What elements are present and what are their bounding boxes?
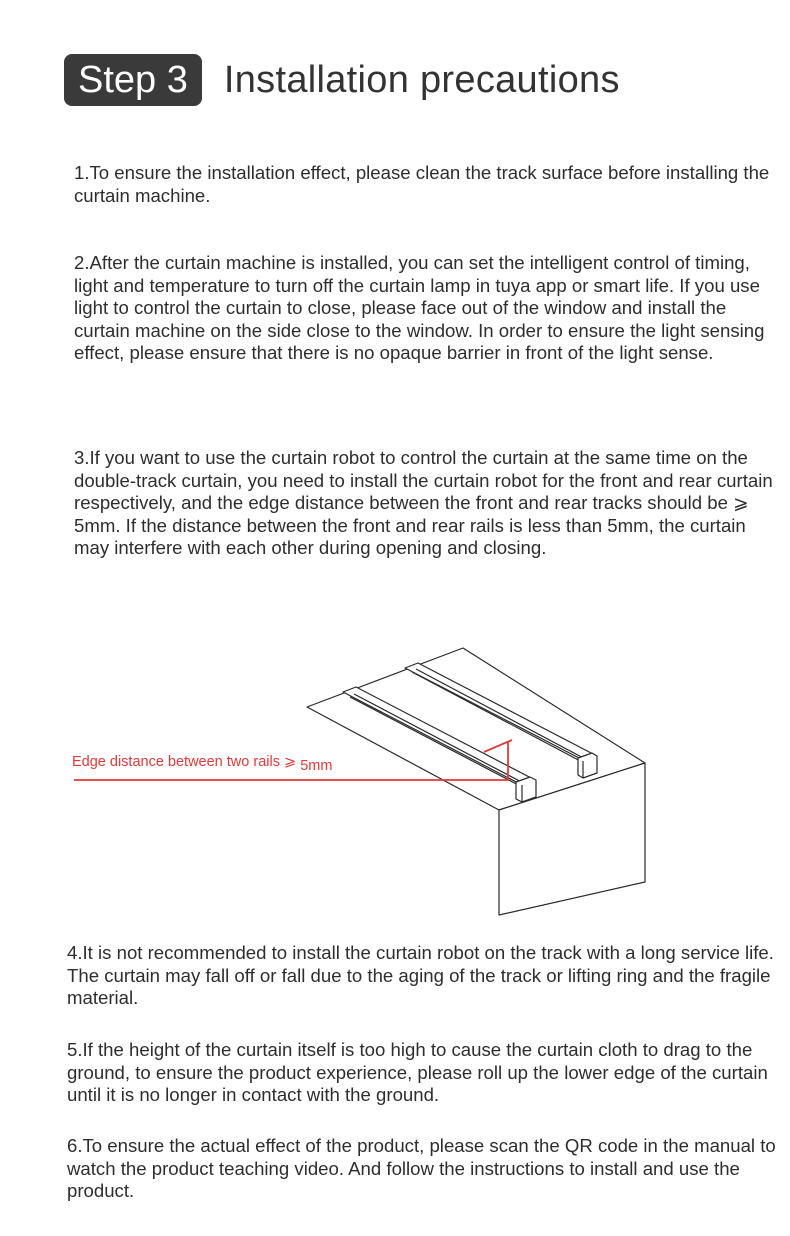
precaution-2: 2.After the curtain machine is installed, you can set the intelligent control of timing, light and temperature to turn off the curtain lamp in tuya app or smart life. If you use light to control the curtain to close, please face out of the window and install the curtain machine on the side close to the window. In order to ensure the light sensing effect, please ensure that there is no opaque barrier in front of the light sense. xyxy=(74,252,765,364)
section-header xyxy=(64,54,620,106)
precaution-1: 1.To ensure the installation effect, please clean the track surface before installing the curtain machine. xyxy=(74,162,770,206)
precaution-3: 3.If you want to use the curtain robot to control the curtain at the same time on the double-track curtain, you need to install the curtain robot for the front and rear curtain respectively, and the edge distance between the front and rear tracks should be ⩾ 5mm. If the distance between the front and rear rails is less than 5mm, the curtain may interfere with each other during opening and closing. xyxy=(74,447,773,559)
rail-distance-diagram xyxy=(0,630,790,930)
precaution-6: 6.To ensure the actual effect of the product, please scan the QR code in the manual to watch the product teaching video. And follow the instructions to install and use the product. xyxy=(67,1135,776,1202)
edge-distance-label: Edge distance between two rails ⩾ 5mm xyxy=(72,754,333,774)
page-title: Installation precautions xyxy=(223,58,620,101)
precaution-4: 4.It is not recommended to install the curtain robot on the track with a long service life. The curtain may fall off or fall due to the aging of the track or lifting ring and the fragile material. xyxy=(67,942,774,1009)
precaution-5: 5.If the height of the curtain itself is too high to cause the curtain cloth to drag to the ground, to ensure the product experience, please roll up the lower edge of the curtain until it is no longer in contact with the ground. xyxy=(67,1039,768,1106)
step-badge: Step 3 xyxy=(64,54,202,106)
